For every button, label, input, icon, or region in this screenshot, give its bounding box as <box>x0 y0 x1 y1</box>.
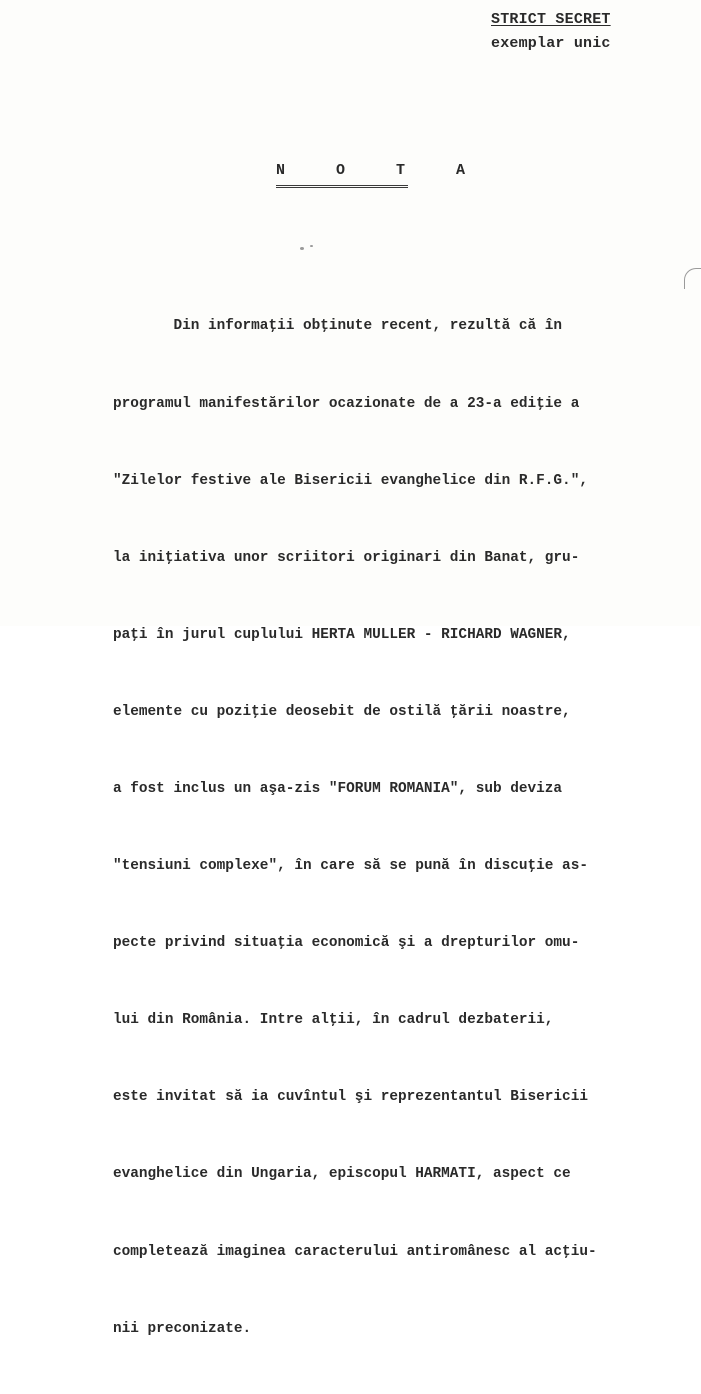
copy-note: exemplar unic <box>491 35 611 52</box>
body-line: a fost inclus un aşa-zis "FORUM ROMANIA", sub deviza <box>113 780 563 797</box>
body-line: pecte privind situaţia economică şi a drepturilor omu- <box>113 935 580 952</box>
body-line: completează imaginea caracterului antiromânesc al acţiu- <box>113 1243 597 1260</box>
body-line: elemente cu poziţie deosebit de ostilă ţării noastre, <box>113 703 571 720</box>
body-line: programul manifestărilor ocazionate de a 23-a ediţie a <box>113 395 580 412</box>
scan-speck <box>300 247 304 250</box>
body-line: "Zilelor festive ale Bisericii evanghelice din R.F.G.", <box>113 472 588 489</box>
body-line: la iniţiativa unor scriitori originari din Banat, gru- <box>113 549 580 566</box>
body-text <box>113 263 693 1394</box>
body-line: "tensiuni complexe", în care să se pună în discuţie as- <box>113 858 588 875</box>
scan-edge-mark <box>684 268 701 289</box>
body-line: paţi în jurul cuplului HERTA MULLER - RICHARD WAGNER, <box>113 626 571 643</box>
document-title: N O T A <box>276 162 487 179</box>
body-line: nii preconizate. <box>113 1320 252 1337</box>
body-line: lui din România. Intre alţii, în cadrul dezbaterii, <box>113 1012 554 1029</box>
scan-speck <box>310 245 313 247</box>
title-underline <box>276 185 408 188</box>
title-block <box>276 160 487 188</box>
body-line: evanghelice din Ungaria, episcopul HARMATI, aspect ce <box>113 1166 571 1183</box>
classification-label: STRICT SECRET <box>491 11 611 28</box>
body-line: este invitat să ia cuvîntul şi reprezentantul Bisericii <box>113 1089 588 1106</box>
classification-block <box>491 8 611 56</box>
body-line: Din informaţii obţinute recent, rezultă că în <box>113 318 563 335</box>
